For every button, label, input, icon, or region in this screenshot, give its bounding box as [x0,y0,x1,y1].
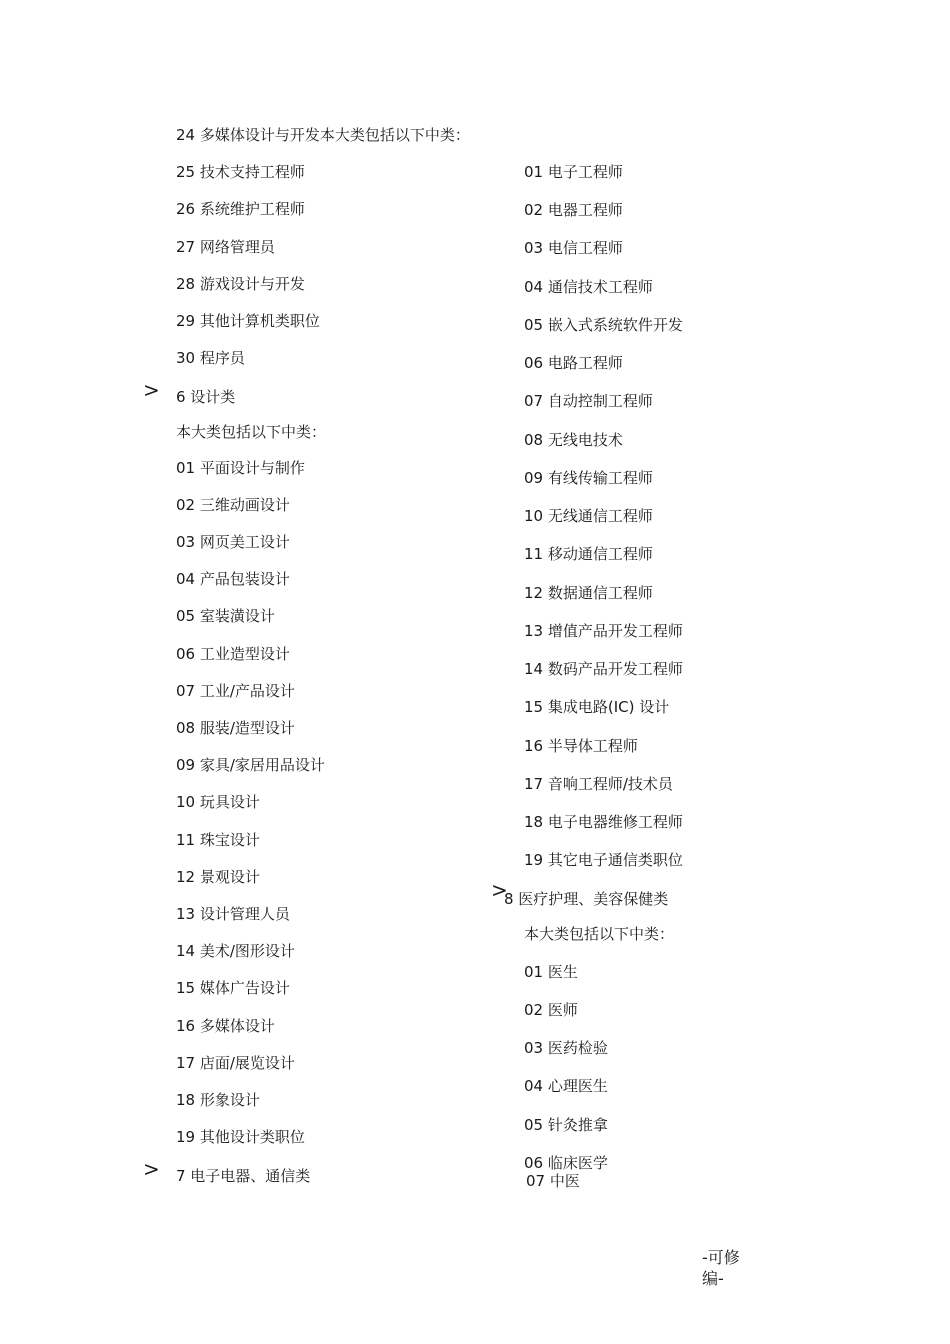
list-item: 25 技术支持工程师 [176,163,305,181]
list-item: 03 电信工程师 [524,239,623,257]
list-item: 03 医药检验 [524,1039,608,1057]
section-marker-icon: > [491,878,508,902]
page-footer [702,1247,740,1289]
list-item: 06 电路工程师 [524,354,623,372]
list-item: 01 平面设计与制作 [176,459,305,477]
list-item: 02 电器工程师 [524,201,623,219]
list-item: 05 嵌入式系统软件开发 [524,316,683,334]
list-item: 02 三维动画设计 [176,496,290,514]
list-item: 01 医生 [524,963,578,981]
list-item: 10 玩具设计 [176,793,260,811]
footer-line-1: -可修 [702,1248,740,1267]
list-item: 17 店面/展览设计 [176,1054,295,1072]
list-item: 30 程序员 [176,349,245,367]
list-item: 08 服装/造型设计 [176,719,295,737]
list-item: 13 设计管理人员 [176,905,290,923]
list-item: 04 心理医生 [524,1077,608,1095]
list-item: 03 网页美工设计 [176,533,290,551]
list-item: 14 数码产品开发工程师 [524,660,683,678]
list-item: 29 其他计算机类职位 [176,312,320,330]
list-item: 本大类包括以下中类： [176,423,327,441]
list-item: 06 工业造型设计 [176,645,290,663]
list-item: 09 家具/家居用品设计 [176,756,325,774]
list-item: 07 工业/产品设计 [176,682,295,700]
list-item: 09 有线传输工程师 [524,469,653,487]
list-item: 02 医师 [524,1001,578,1019]
list-item: 15 媒体广告设计 [176,979,290,997]
list-item: 14 美术/图形设计 [176,942,295,960]
list-item: 04 通信技术工程师 [524,278,653,296]
section-heading: 7 电子电器、通信类 [176,1167,311,1185]
list-item: 06 临床医学 [524,1154,608,1172]
footer-line-2: 编- [702,1269,724,1288]
list-item: 16 半导体工程师 [524,737,638,755]
list-item: 10 无线通信工程师 [524,507,653,525]
list-item: 12 数据通信工程师 [524,584,653,602]
list-item: 24 多媒体设计与开发本大类包括以下中类： [176,126,470,144]
list-item: 18 电子电器维修工程师 [524,813,683,831]
list-item: 13 增值产品开发工程师 [524,622,683,640]
list-item: 19 其它电子通信类职位 [524,851,683,869]
list-item: 08 无线电技术 [524,431,623,449]
list-item: 05 针灸推拿 [524,1116,608,1134]
section-marker-icon: > [143,378,160,402]
list-item: 18 形象设计 [176,1091,260,1109]
list-item: 19 其他设计类职位 [176,1128,305,1146]
list-item: 12 景观设计 [176,868,260,886]
section-marker-icon: > [143,1157,160,1181]
list-item: 07 中医 [526,1172,580,1190]
list-item: 05 室装潢设计 [176,607,275,625]
list-item: 26 系统维护工程师 [176,200,305,218]
section-heading: 6 设计类 [176,388,236,406]
list-item: 04 产品包装设计 [176,570,290,588]
list-item: 16 多媒体设计 [176,1017,275,1035]
list-item: 01 电子工程师 [524,163,623,181]
section-heading: 8 医疗护理、美容保健类 [504,890,669,908]
list-item: 17 音响工程师/技术员 [524,775,673,793]
list-item: 27 网络管理员 [176,238,275,256]
list-item: 15 集成电路(IC) 设计 [524,698,670,716]
list-item: 11 移动通信工程师 [524,545,653,563]
list-item: 本大类包括以下中类： [524,925,675,943]
list-item: 11 珠宝设计 [176,831,260,849]
list-item: 28 游戏设计与开发 [176,275,305,293]
list-item: 07 自动控制工程师 [524,392,653,410]
